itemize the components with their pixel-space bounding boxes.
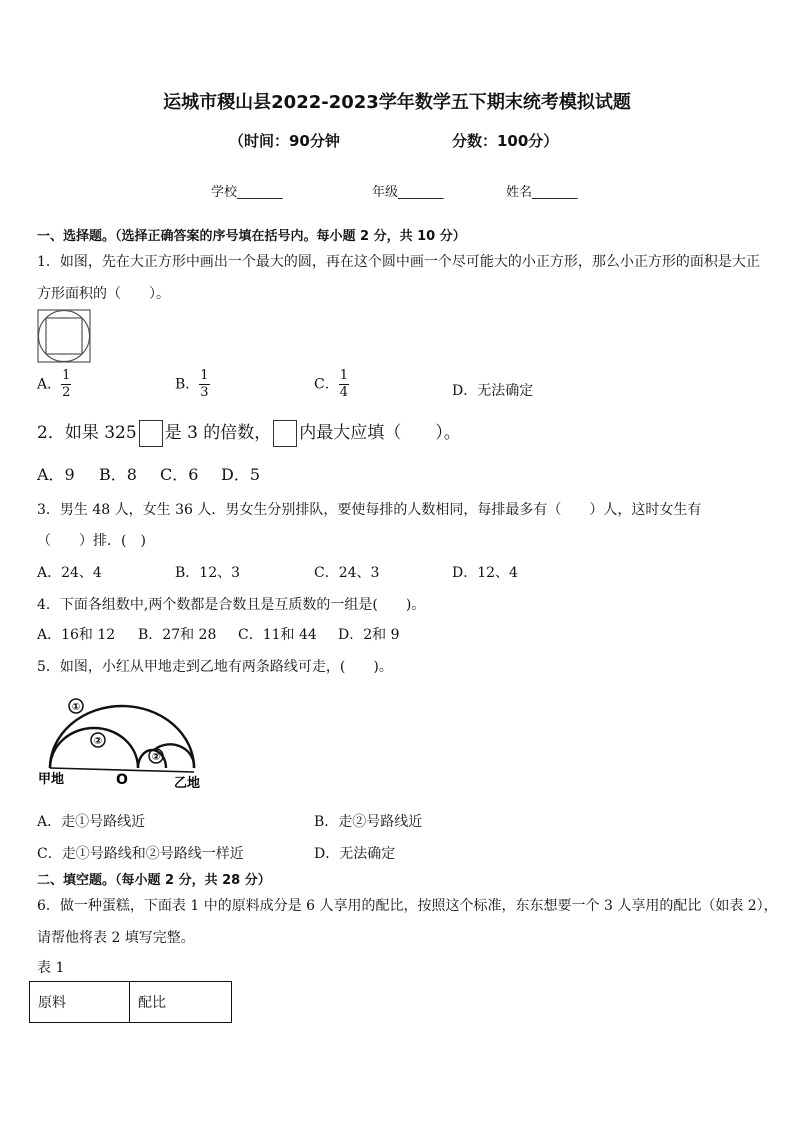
q4-text: 4．下面各组数中,两个数都是合数且是互质数的一组是( )。 bbox=[37, 597, 426, 613]
q4-option-b[interactable]: B．27和 28 bbox=[138, 627, 217, 643]
name-field: 姓名_______ bbox=[506, 185, 578, 200]
q2-option-c[interactable]: C．6 bbox=[160, 465, 199, 484]
q1-option-c[interactable]: C． $\frac{1}{4}$ bbox=[314, 368, 348, 400]
q4-option-c[interactable]: C．11和 44 bbox=[238, 627, 317, 643]
q1-option-d[interactable]: D．无法确定 bbox=[452, 383, 534, 399]
start-label: 甲地 bbox=[38, 772, 65, 787]
route2-small-label: ② bbox=[151, 752, 161, 763]
school-field: 学校_______ bbox=[211, 185, 283, 200]
q4-option-a[interactable]: A．16和 12 bbox=[37, 627, 116, 643]
table1 bbox=[29, 981, 232, 1023]
q2-text: 2．如果 325 是 3 的倍数， 内最大应填（ ）。 bbox=[37, 418, 461, 447]
q2-option-b[interactable]: B．8 bbox=[99, 465, 137, 484]
q2-option-a[interactable]: A．9 bbox=[37, 465, 75, 484]
q3-option-a[interactable]: A．24、4 bbox=[37, 565, 102, 581]
q5-option-d[interactable]: D．无法确定 bbox=[314, 846, 396, 862]
q2-option-d[interactable]: D．5 bbox=[221, 465, 261, 484]
time-label: （时间：90分钟 bbox=[229, 132, 340, 150]
q5-option-b[interactable]: B．走②号路线近 bbox=[314, 814, 423, 830]
q2-blank-box-2[interactable] bbox=[273, 420, 297, 447]
q3-option-c[interactable]: C．24、3 bbox=[314, 565, 380, 581]
table1-header-material: 原料 bbox=[30, 982, 130, 1023]
q6-line1: 6．做一种蛋糕，下面表 1 中的原料成分是 6 人享用的配比，按照这个标准，东东想要一个 3 人享用的配比（如表 2）， bbox=[37, 898, 778, 914]
q1-option-a[interactable]: A． $\frac{1}{2}$ bbox=[37, 368, 71, 400]
grade-field: 年级_______ bbox=[372, 185, 444, 200]
q3-option-b[interactable]: B．12、3 bbox=[175, 565, 241, 581]
section1-heading: 一、选择题。（选择正确答案的序号填在括号内。每小题 2 分，共 10 分） bbox=[37, 229, 466, 244]
table1-header-ratio: 配比 bbox=[130, 982, 232, 1023]
q1-option-b[interactable]: B． $\frac{1}{3}$ bbox=[175, 368, 209, 400]
q1-line1: 1．如图，先在大正方形中画出一个最大的圆，再在这个圆中画一个尽可能大的小正方形，那么小正方形的面积是大正 bbox=[37, 254, 760, 270]
q5-option-c[interactable]: C．走①号路线和②号路线一样近 bbox=[37, 846, 244, 862]
end-label: 乙地 bbox=[174, 776, 201, 791]
square-circle-figure bbox=[37, 309, 91, 363]
center-label: O bbox=[116, 772, 128, 788]
q5-text: 5．如图，小红从甲地走到乙地有两条路线可走，( )。 bbox=[37, 659, 393, 675]
page-title: 运城市稷山县2022-2023学年数学五下期末统考模拟试题 bbox=[163, 92, 631, 113]
route2-label: ② bbox=[93, 736, 103, 747]
q3-line1: 3．男生 48 人，女生 36 人．男女生分别排队，要使每排的人数相同，每排最多有（ ）人，这时女生有 bbox=[37, 502, 702, 518]
q4-option-d[interactable]: D．2和 9 bbox=[338, 627, 400, 643]
section2-heading: 二、填空题。（每小题 2 分，共 28 分） bbox=[37, 873, 271, 888]
route-figure bbox=[36, 690, 216, 794]
q6-line2: 请帮他将表 2 填写完整。 bbox=[37, 930, 195, 946]
q3-option-d[interactable]: D．12、4 bbox=[452, 565, 518, 581]
q5-option-a[interactable]: A．走①号路线近 bbox=[37, 814, 146, 830]
q2-blank-box-1[interactable] bbox=[139, 420, 163, 447]
score-label: 分数：100分） bbox=[452, 132, 559, 150]
table1-label: 表 1 bbox=[37, 960, 65, 976]
q3-line2: （ ）排．( ) bbox=[37, 533, 146, 549]
route1-label: ① bbox=[71, 702, 81, 713]
q1-line2: 方形面积的（ ）。 bbox=[37, 286, 170, 302]
